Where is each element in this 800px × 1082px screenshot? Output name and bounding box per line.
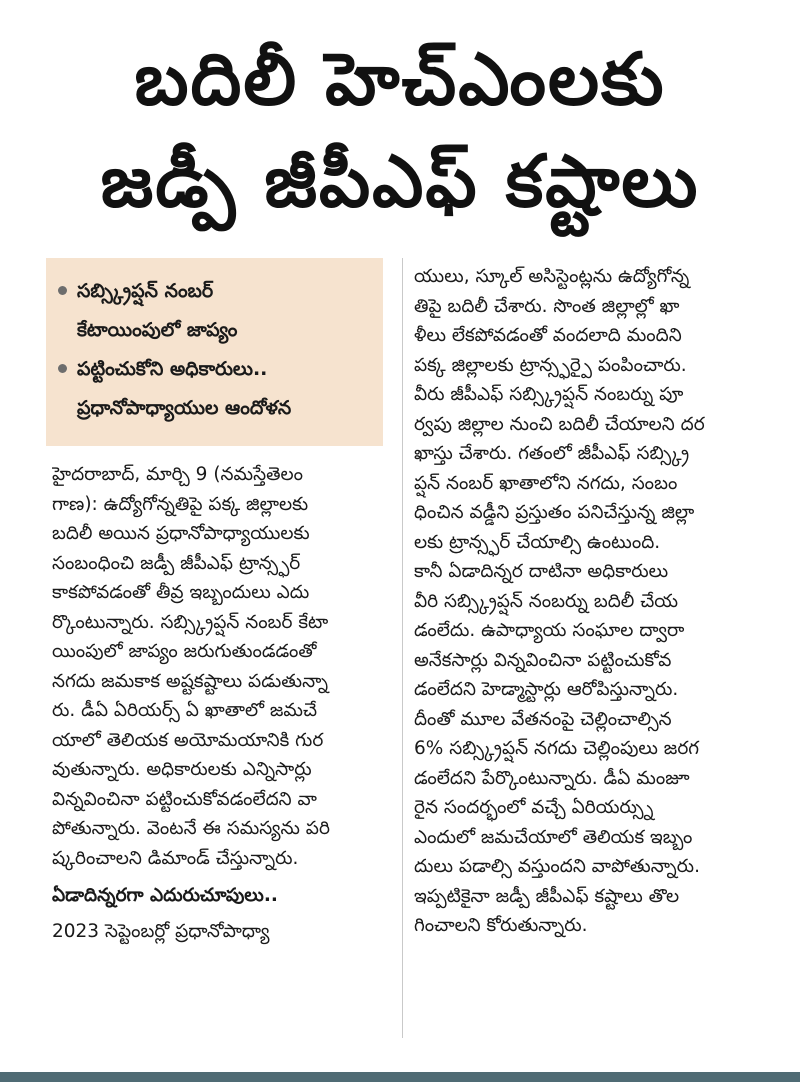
paragraph-line: యింపులో జాప్యం జరుగుతుండడంతో [52, 641, 317, 662]
paragraph-line: వీరి సబ్స్క్రిప్షన్ నంబర్ను బదిలీ చేయ [414, 590, 679, 612]
paragraph-line: తిపై బదిలీ చేశారు. సొంత జిల్లాల్లో ఖా [414, 295, 680, 317]
bullet-icon [58, 286, 67, 295]
paragraph-line: అనేకసార్లు విన్నవించినా పట్టించుకోవ [414, 649, 672, 671]
paragraph-line: కానీ ఏడాదిన్నర దాటినా అధికారులు [414, 561, 669, 582]
paragraph-line: ర్కొంటున్నారు. సబ్స్క్రిప్షన్ నంబర్ కేటా [52, 611, 329, 633]
paragraph-line: ధించిన వడ్డీని ప్రస్తుతం పనిచేస్తున్న జిల్లా [414, 502, 695, 523]
paragraph-line: ష్కరించాలని డిమాండ్ చేస్తున్నారు. [52, 847, 299, 869]
paragraph-line: ఖాస్తు చేశారు. గతంలో జీపీఎఫ్ సబ్స్క్రి [414, 443, 690, 464]
paragraph-line: యాలో తెలియక అయోమయానికి గుర [52, 729, 324, 751]
paragraph-line: ళీలు లేకపోవడంతో వందలాది మందిని [414, 325, 682, 346]
subheading: ఏడాదిన్నరగా ఎదురుచూపులు.. [52, 885, 278, 906]
paragraph-line: వీరు జీపీఎఫ్ సబ్స్క్రిప్షన్ నంబర్ను పూ [414, 384, 684, 405]
paragraph-line: పోతున్నారు. వెంటనే ఈ సమస్యను పరి [52, 818, 330, 839]
paragraph-line: లకు ట్రాన్స్ఫర్ చేయాల్సి ఉంటుంది. [414, 531, 661, 553]
paragraph-line: రు. డీఏ ఏరియర్స్ ఏ ఖాతాలో జమచే [52, 700, 318, 721]
highlight-item [58, 350, 375, 428]
paragraph-line: గించాలని కోరుతున్నారు. [414, 915, 588, 936]
headline [0, 28, 800, 232]
paragraph-line: 6% సబ్స్క్రిప్షన్ నగదు చెల్లింపులు జరగ [414, 738, 700, 759]
highlight-text: కేటాయింపులో జాప్యం [77, 319, 238, 341]
paragraph-line: రైన సందర్భంలో వచ్చే ఏరియర్స్ను [414, 797, 654, 818]
right-column [414, 262, 762, 941]
paragraph-line: ఇప్పటికైనా జడ్పీ జీపీఎఫ్ కష్టాలు తొల [414, 885, 680, 907]
paragraph-line: ఎందులో జమచేయాలో తెలియక ఇబ్బం [414, 826, 693, 848]
paragraph-line: బదిలీ అయిన ప్రధానోపాధ్యాయులకు [52, 523, 310, 544]
bullet-icon [58, 364, 67, 373]
paragraph-line: ప్షన్ నంబర్ ఖాతాలోని నగదు, సంబం [414, 472, 678, 494]
paragraph-line: 2023 సెప్టెంబర్లో ప్రధానోపాధ్యా [52, 920, 270, 942]
paragraph-line: వుతున్నారు. అధికారులకు ఎన్నిసార్లు [52, 759, 312, 780]
bottom-bar [0, 1072, 800, 1082]
highlights-box [46, 258, 383, 446]
paragraph-line: విన్నవించినా పట్టించుకోవడంలేదని వా [52, 788, 317, 810]
paragraph-line: నగదు జమకాక అష్టకష్టాలు పడుతున్నా [52, 670, 329, 692]
paragraph-line: డంలేదని పేర్కొంటున్నారు. డీఏ మంజూ [414, 767, 690, 789]
highlight-text: పట్టించుకోని అధికారులు.. [77, 358, 268, 380]
highlight-item [58, 272, 375, 350]
column-divider [402, 258, 403, 1038]
left-column [52, 460, 392, 946]
paragraph-line: పక్క జిల్లాలకు ట్రాన్స్ఫర్పై పంపించారు. [414, 354, 687, 376]
paragraph-line: డంలేదు. ఉపాధ్యాయ సంఘాల ద్వారా [414, 620, 685, 641]
paragraph-line: ర్వపు జిల్లాల నుంచి బదిలీ చేయాలని దర [414, 413, 705, 435]
paragraph-line: సంబంధించి జడ్పీ జీపీఎఫ్ ట్రాన్స్ఫర్ [52, 552, 301, 574]
paragraph-line: డంలేదని హెడ్మాస్టార్లు ఆరోపిస్తున్నారు. [414, 679, 679, 700]
highlight-text: ప్రధానోపాధ్యాయుల ఆందోళన [77, 397, 292, 419]
right-column-body [414, 262, 762, 941]
headline-line-2: జడ్పీ జీపీఎఫ్ కష్టాలు [100, 139, 700, 223]
paragraph-line: హైదరాబాద్, మార్చి 9 (నమస్తేతెలం [52, 464, 303, 485]
paragraph-line: దులు పడాల్సి వస్తుందని వాపోతున్నారు. [414, 856, 700, 877]
highlight-text: సబ్స్క్రిప్షన్ నంబర్ [77, 280, 214, 302]
left-column-body [52, 460, 392, 873]
paragraph-line: కాకపోవడంతో తీవ్ర ఇబ్బందులు ఎదు [52, 582, 310, 603]
paragraph-line: దీంతో మూల వేతనంపై చెల్లించాల్సిన [414, 708, 672, 730]
paragraph-line: యులు, స్కూల్ అసిస్టెంట్లను ఉద్యోగోన్న [414, 266, 690, 287]
headline-line-1: బదిలీ హెచ్ఎంలకు [134, 37, 666, 121]
paragraph-line: గాణ): ఉద్యోగోన్నతిపై పక్క జిల్లాలకు [52, 493, 309, 515]
